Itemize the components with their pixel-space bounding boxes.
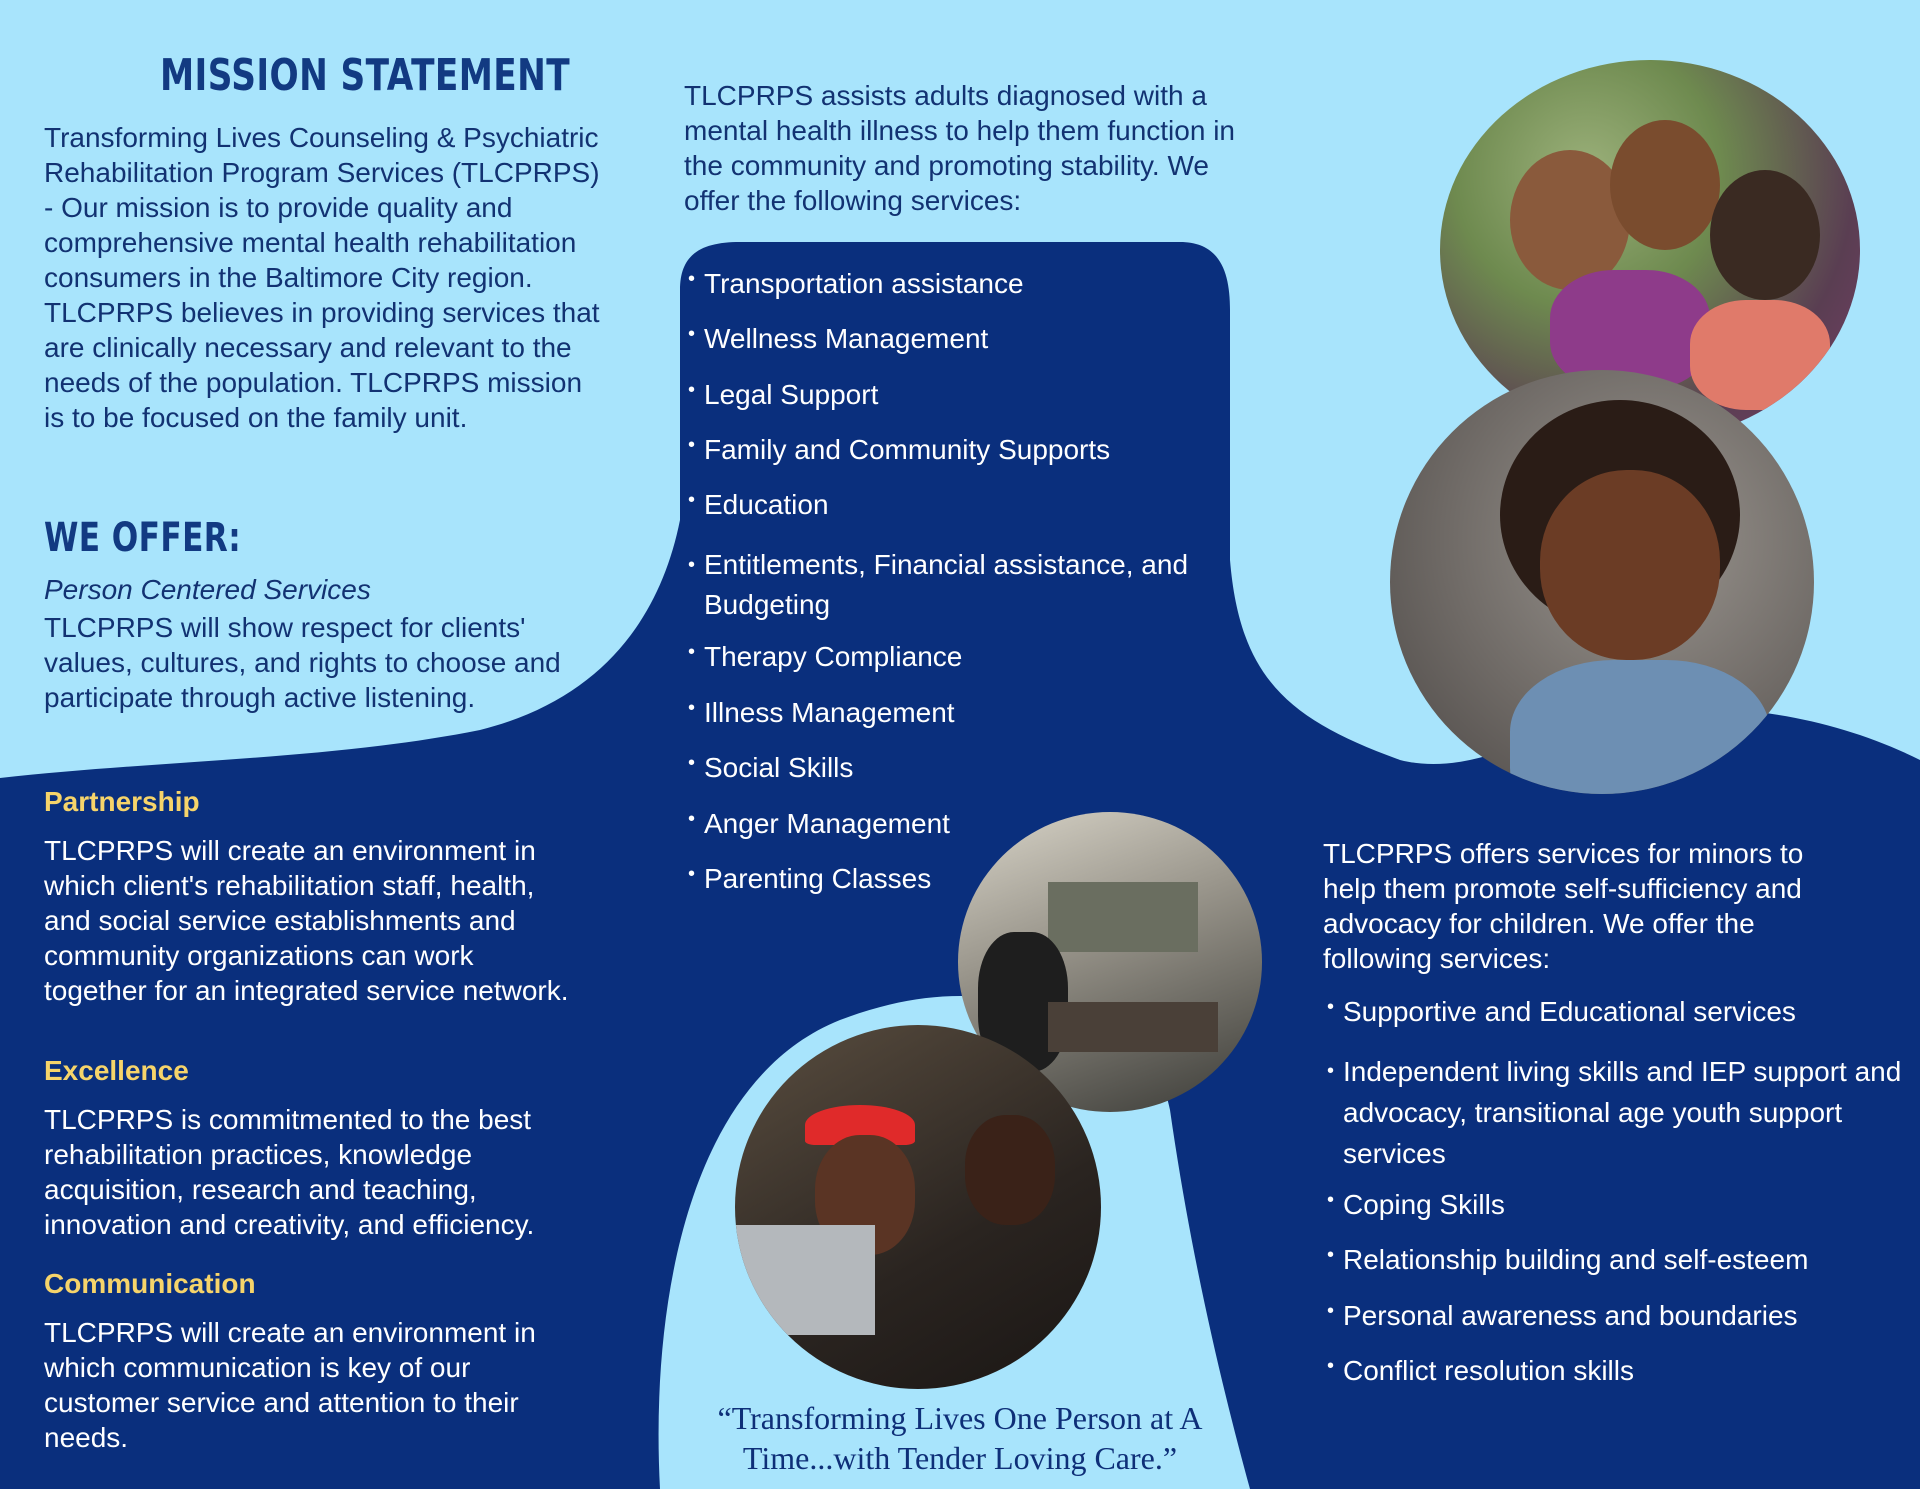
- list-item: • Therapy Compliance: [688, 641, 1248, 697]
- minors-intro: TLCPRPS offers services for minors to help them promote self-sufficiency and advocacy for children. We offer the following services:: [1323, 838, 1804, 974]
- person-centered-heading: Person Centered Services: [44, 574, 371, 605]
- partnership-body: TLCPRPS will create an environment in which client's rehabilitation staff, health, and social service establishments and community organizations can work together for an integrated service network.: [44, 835, 569, 1006]
- minor-services-list: [1327, 996, 1902, 1410]
- partnership-heading: Partnership: [44, 786, 200, 817]
- list-item: • Illness Management: [688, 697, 1248, 752]
- list-item: • Relationship building and self-esteem: [1327, 1244, 1887, 1300]
- mission-title: MISSION STATEMENT: [160, 50, 571, 101]
- list-item: • Family and Community Supports: [688, 434, 1248, 489]
- list-item: • Supportive and Educational services: [1327, 996, 1887, 1051]
- list-item: • Independent living skills and IEP support and advocacy, transitional age youth support services: [1327, 1051, 1903, 1189]
- smiling-girl-photo: [1390, 370, 1814, 794]
- list-item: • Parenting Classes: [688, 863, 1248, 918]
- offer-title: WE OFFER:: [44, 515, 242, 561]
- list-item: • Social Skills: [688, 752, 1248, 808]
- communication-body: TLCPRPS will create an environment in which communication is key of our customer service and attention to their needs.: [44, 1317, 536, 1453]
- excellence-heading: Excellence: [44, 1055, 189, 1086]
- list-item: • Wellness Management: [688, 323, 1248, 379]
- person-centered-body: TLCPRPS will show respect for clients' values, cultures, and rights to choose and participate through active listening.: [44, 612, 561, 713]
- excellence-body: TLCPRPS is commitmented to the best rehabilitation practices, knowledge acquisition, research and teaching, innovation and creativity, and efficiency.: [44, 1104, 535, 1240]
- adults-intro: TLCPRPS assists adults diagnosed with a mental health illness to help them function in the community and promoting stability. We offer the following services:: [684, 80, 1235, 216]
- mission-body: Transforming Lives Counseling & Psychiatric Rehabilitation Program Services (TLCPRPS) - Our mission is to provide quality and comprehensive mental health rehabilitation consumers in the Baltimore City region. TLCPRPS believes in providing services that are clinically necessary and relevant to the needs of the population. TLCPRPS mission is to be focused on the family unit.: [44, 122, 600, 433]
- list-item: • Personal awareness and boundaries: [1327, 1300, 1887, 1355]
- adult-services-list: [688, 268, 1248, 918]
- tagline-quote: “Transforming Lives One Person at A Time...with Tender Loving Care.”: [717, 1400, 1203, 1476]
- list-item: • Conflict resolution skills: [1327, 1355, 1887, 1410]
- students-laptop-photo: [735, 1025, 1101, 1389]
- list-item: • Education: [688, 489, 1248, 545]
- list-item: • Coping Skills: [1327, 1189, 1887, 1244]
- list-item: • Entitlements, Financial assistance, and Budgeting: [688, 545, 1224, 641]
- communication-heading: Communication: [44, 1268, 256, 1299]
- list-item: • Transportation assistance: [688, 268, 1248, 323]
- list-item: • Anger Management: [688, 808, 1248, 863]
- list-item: • Legal Support: [688, 379, 1248, 434]
